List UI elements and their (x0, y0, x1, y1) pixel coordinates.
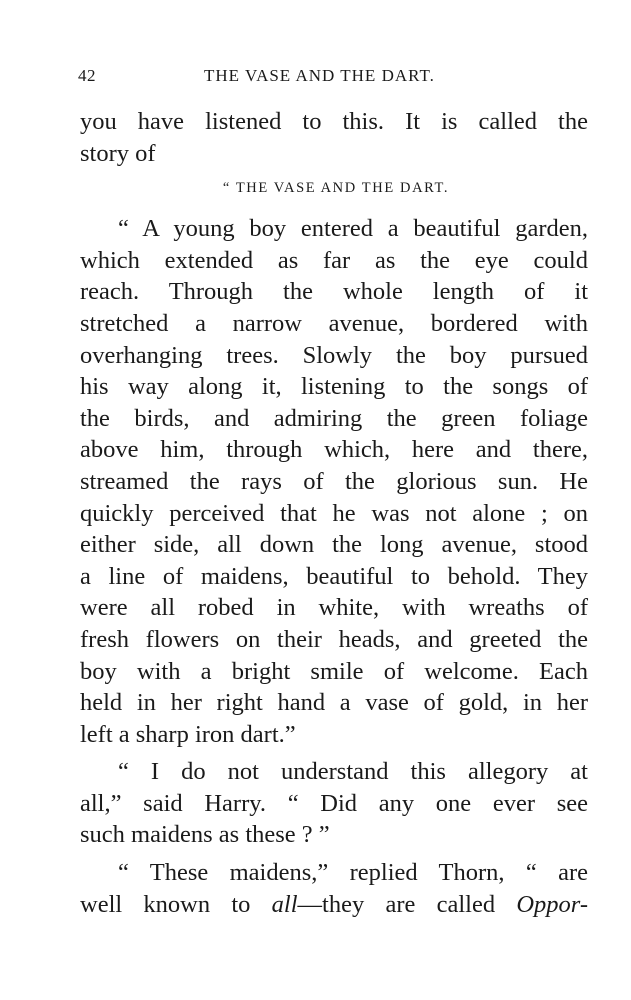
text-line-with-italics (80, 889, 588, 921)
text-line: you have listened to this. It is called the (80, 108, 588, 135)
text-line: story of (80, 139, 156, 167)
text-line: left a sharp iron dart.” (80, 720, 296, 748)
text-line: stretched a narrow avenue, bordered with (80, 309, 588, 337)
section-heading: “ THE VASE AND THE DART. (222, 180, 450, 197)
italic-word: Oppor- (516, 890, 589, 918)
text-line: either side, all down the long avenue, stood (80, 531, 588, 559)
text-line: were all robed in white, with wreaths of (80, 594, 588, 622)
text-fragment: —they are called (297, 890, 517, 918)
text-line: streamed the rays of the glorious sun. He (80, 467, 588, 495)
text-line: which extended as far as the eye could (80, 246, 588, 274)
page-number: 42 (78, 66, 96, 85)
page-header (78, 66, 588, 90)
italic-word: all (271, 890, 298, 918)
text-fragment: well known to (80, 890, 272, 918)
text-line: the birds, and admiring the green foliage (80, 404, 588, 432)
text-line: overhanging trees. Slowly the boy pursued (80, 341, 588, 369)
text-line: quickly perceived that he was not alone ; on (80, 499, 588, 527)
text-line: above him, through which, here and there, (80, 436, 588, 464)
text-line: such maidens as these ? ” (80, 821, 330, 849)
text-line: held in her right hand a vase of gold, in her (80, 689, 588, 717)
text-line: “ I do not understand this allegory at (118, 758, 588, 786)
text-line: “ A young boy entered a beautiful garden, (118, 215, 588, 243)
text-line: “ These maidens,” replied Thorn, “ are (118, 859, 588, 887)
running-title: THE VASE AND THE DART. (204, 66, 435, 85)
text-line: fresh flowers on their heads, and greeted the (80, 625, 588, 653)
text-line: his way along it, listening to the songs of (80, 373, 588, 401)
text-line: boy with a bright smile of welcome. Each (80, 657, 588, 685)
text-line: all,” said Harry. “ Did any one ever see (80, 789, 588, 817)
text-line: reach. Through the whole length of it (80, 278, 588, 306)
text-line: a line of maidens, beautiful to behold. They (80, 562, 588, 590)
body-text (80, 106, 588, 920)
